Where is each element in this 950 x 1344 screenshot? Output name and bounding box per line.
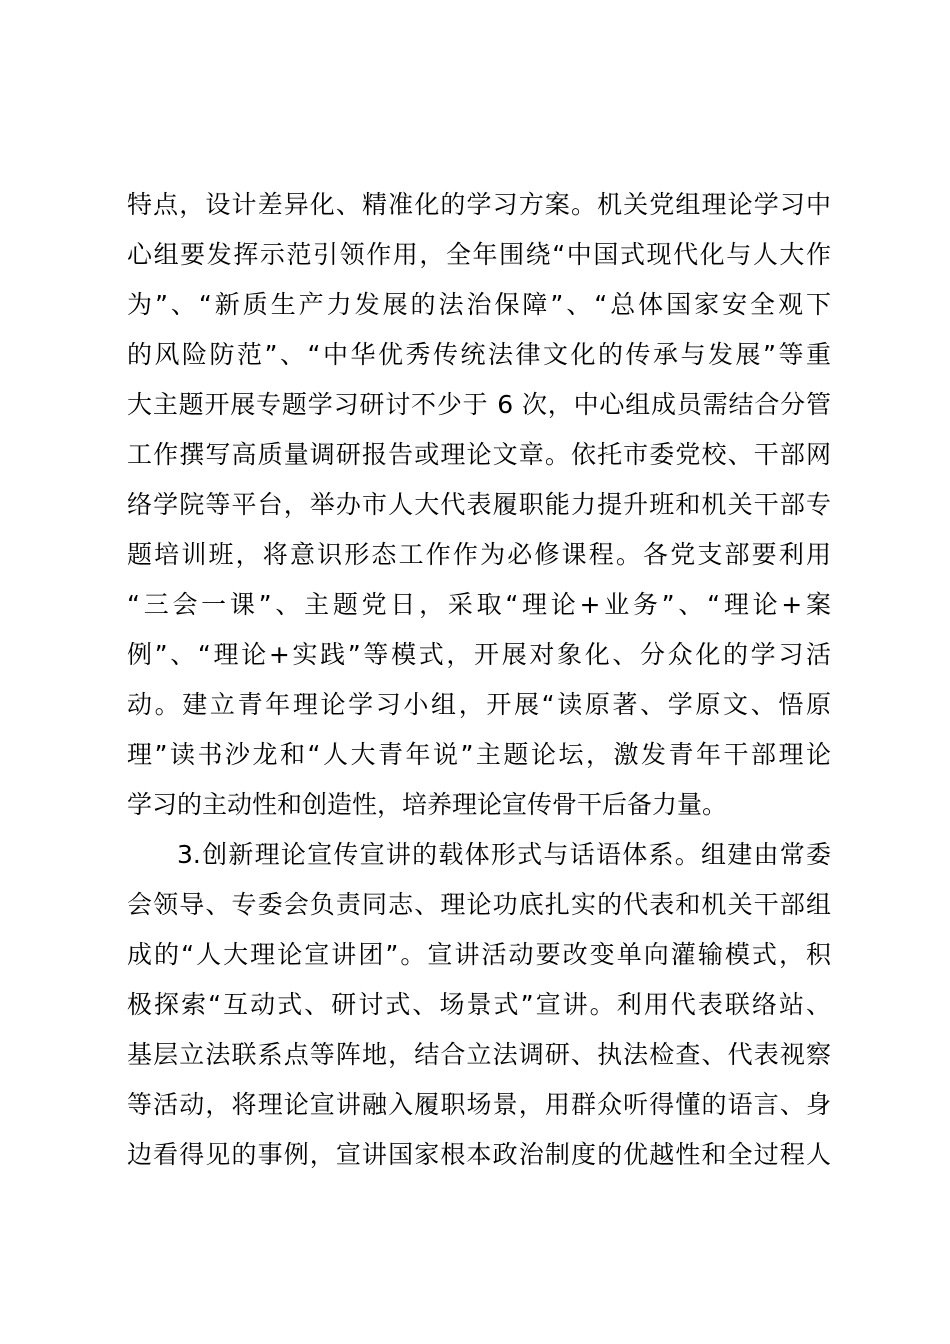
text-line: 络学院等平台，举办市人大代表履职能力提升班和机关干部专	[127, 490, 831, 519]
text-line: 心组要发挥示范引领作用，全年围绕“中国式现代化与人大作	[127, 240, 831, 269]
paragraph-numbered-3	[127, 830, 831, 1180]
text-line: 会领导、专委会负责同志、理论功底扎实的代表和机关干部组	[127, 890, 831, 919]
text-line: 的风险防范”、“中华优秀传统法律文化的传承与发展”等重	[127, 340, 831, 369]
text-line: 大主题开展专题学习研讨不少于 6 次，中心组成员需结合分管	[127, 390, 831, 419]
text-line-last: 学习的主动性和创造性，培养理论宣传骨干后备力量。	[127, 790, 728, 819]
text-line: 题培训班，将意识形态工作作为必修课程。各党支部要利用	[127, 540, 831, 569]
text-line: 极探索“互动式、研讨式、场景式”宣讲。利用代表联络站、	[127, 990, 831, 1019]
text-line: 为”、“新质生产力发展的法治保障”、“总体国家安全观下	[127, 290, 831, 319]
text-line: “三会一课”、主题党日，采取“理论+业务”、“理论+案	[127, 590, 831, 619]
document-body	[127, 180, 831, 1180]
paragraph-continuation	[127, 180, 831, 830]
paragraph-heading-line: 3.创新理论宣传宣讲的载体形式与话语体系。组建由常委	[177, 840, 831, 869]
text-line: 特点，设计差异化、精准化的学习方案。机关党组理论学习中	[127, 190, 831, 219]
text-line: 边看得见的事例，宣讲国家根本政治制度的优越性和全过程人	[127, 1140, 831, 1169]
text-line: 基层立法联系点等阵地，结合立法调研、执法检查、代表视察	[127, 1040, 831, 1069]
text-line: 理”读书沙龙和“人大青年说”主题论坛，激发青年干部理论	[127, 740, 831, 769]
text-line: 动。建立青年理论学习小组，开展“读原著、学原文、悟原	[127, 690, 831, 719]
text-line: 工作撰写高质量调研报告或理论文章。依托市委党校、干部网	[127, 440, 831, 469]
text-line: 例”、“理论+实践”等模式，开展对象化、分众化的学习活	[127, 640, 831, 669]
text-line: 等活动，将理论宣讲融入履职场景，用群众听得懂的语言、身	[127, 1090, 831, 1119]
text-line: 成的“人大理论宣讲团”。宣讲活动要改变单向灌输模式，积	[127, 940, 831, 969]
